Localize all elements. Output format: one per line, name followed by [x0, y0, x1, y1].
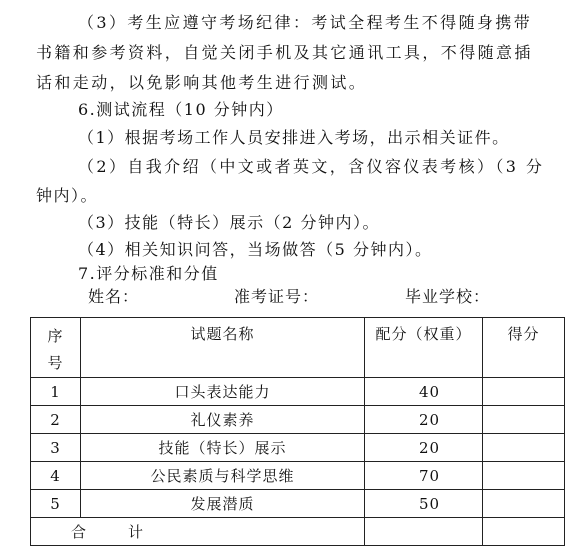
- header-seq-line2: 号: [47, 354, 64, 372]
- row-number: 3: [31, 434, 81, 462]
- row-weight: 40: [365, 378, 483, 406]
- table-row: [31, 406, 565, 434]
- table-row: [31, 490, 565, 518]
- paragraph-exam-discipline-line3: 话和走动，以免影响其他考生进行测试。: [36, 73, 368, 92]
- header-item-name: 试题名称: [81, 318, 365, 378]
- row-weight: 50: [365, 490, 483, 518]
- paragraph-exam-discipline-line1: （3）考生应遵守考场纪律：考试全程考生不得随身携带: [78, 13, 533, 32]
- row-number: 4: [31, 462, 81, 490]
- scoring-table: [30, 317, 565, 546]
- row-item-name: 发展潜质: [81, 490, 365, 518]
- paragraph-exam-discipline-line2: 书籍和参考资料，自觉关闭手机及其它通讯工具，不得随意插: [36, 43, 533, 62]
- row-item-name: 口头表达能力: [81, 378, 365, 406]
- table-row: [31, 462, 565, 490]
- total-weight-cell[interactable]: [365, 518, 483, 546]
- step-knowledge-qa: （4）相关知识问答，当场做答（5 分钟内）。: [78, 240, 433, 259]
- step-enter-exam-room: （1）根据考场工作人员安排进入考场，出示相关证件。: [78, 128, 510, 147]
- table-total-row: [31, 518, 565, 546]
- table-row: [31, 378, 565, 406]
- total-label-char-2: 计: [128, 523, 144, 541]
- row-score-cell[interactable]: [483, 462, 565, 490]
- name-field-label: 姓名：: [88, 287, 140, 306]
- row-number: 2: [31, 406, 81, 434]
- exam-id-field-label: 准考证号：: [234, 287, 320, 306]
- row-item-name: 礼仪素养: [81, 406, 365, 434]
- row-number: 5: [31, 490, 81, 518]
- header-weight: 配分（权重）: [365, 318, 483, 378]
- section-heading-test-process: 6.测试流程（10 分钟内）: [78, 100, 284, 119]
- table-row: [31, 434, 565, 462]
- header-seq: [31, 318, 81, 378]
- row-item-name: 公民素质与科学思维: [81, 462, 365, 490]
- step-self-introduction-line2: 钟内）。: [36, 186, 99, 205]
- row-weight: 70: [365, 462, 483, 490]
- section-heading-scoring-criteria: 7.评分标准和分值: [78, 264, 219, 283]
- total-score-cell[interactable]: [483, 518, 565, 546]
- step-self-introduction-line1: （2）自我介绍（中文或者英文，含仪容仪表考核）（3 分: [78, 157, 545, 176]
- step-skill-demonstration: （3）技能（特长）展示（2 分钟内）。: [78, 213, 380, 232]
- header-score: 得分: [483, 318, 565, 378]
- row-number: 1: [31, 378, 81, 406]
- header-seq-line1: 序: [47, 327, 64, 345]
- row-weight: 20: [365, 406, 483, 434]
- row-item-name: 技能（特长）展示: [81, 434, 365, 462]
- row-score-cell[interactable]: [483, 434, 565, 462]
- row-score-cell[interactable]: [483, 378, 565, 406]
- table-header-row: [31, 318, 565, 378]
- total-label-char-1: 合: [71, 523, 87, 541]
- row-score-cell[interactable]: [483, 406, 565, 434]
- row-weight: 20: [365, 434, 483, 462]
- total-label: [31, 518, 365, 546]
- school-field-label: 毕业学校：: [405, 287, 491, 306]
- row-score-cell[interactable]: [483, 490, 565, 518]
